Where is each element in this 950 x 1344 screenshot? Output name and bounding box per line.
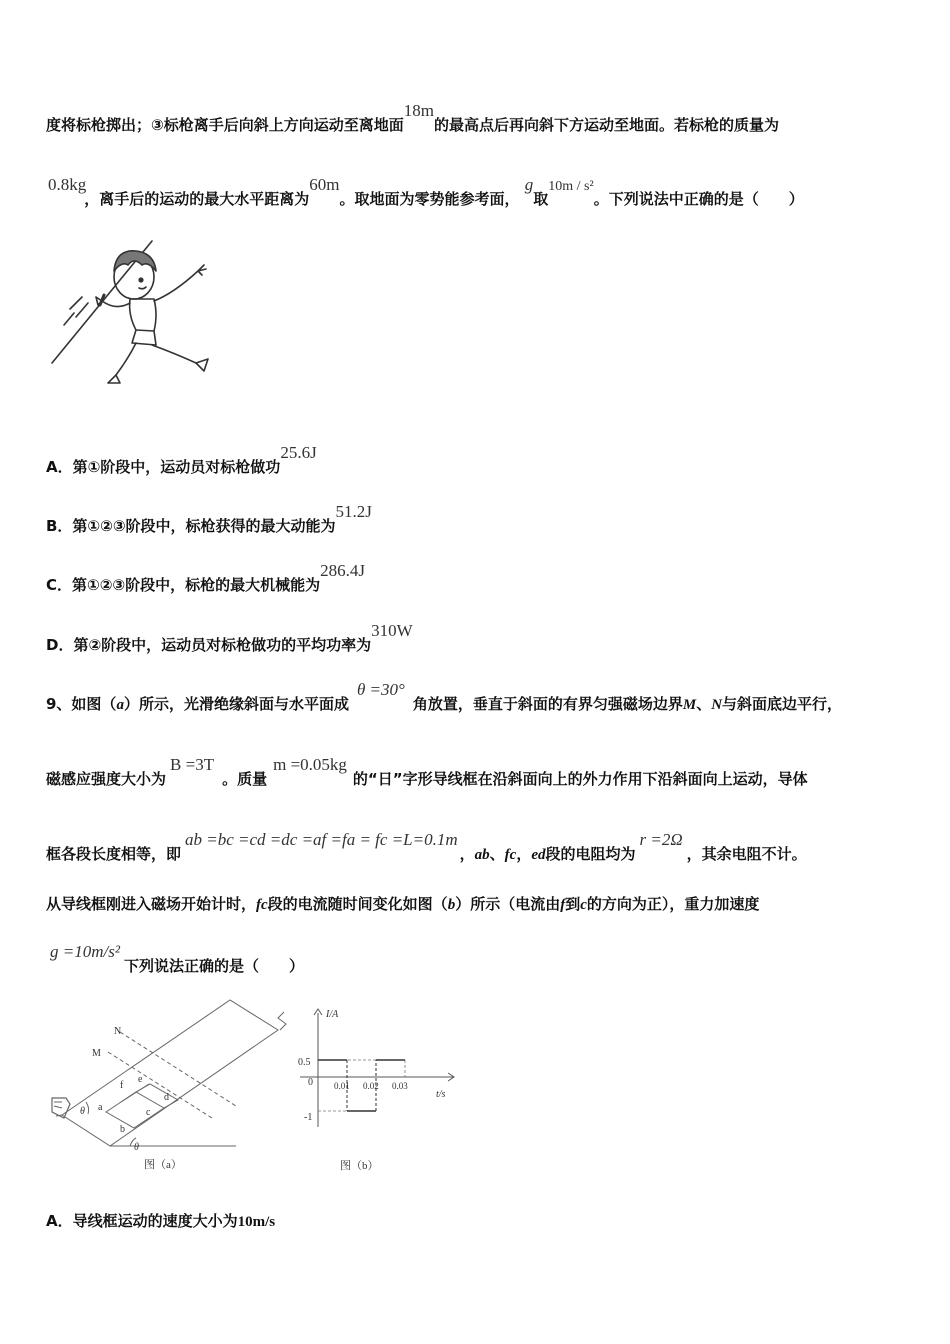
label-f: f: [120, 1080, 124, 1091]
math-g-value: 10m / s²: [548, 179, 594, 194]
figure-caption: 图（a）: [144, 1159, 182, 1171]
q8-text: ，离手后的运动的最大水平距离为: [84, 190, 310, 208]
q9-text: fc: [256, 897, 268, 913]
tick-label-0: 0: [308, 1077, 313, 1088]
math-mass: m =0.05kg: [273, 755, 347, 774]
option-value: 286.4J: [320, 561, 365, 580]
q9-line-1: [46, 680, 843, 714]
q8-option-d: [46, 621, 413, 655]
q9-text: ，: [516, 845, 532, 863]
q9-text: f: [560, 897, 566, 913]
option-value: 25.6J: [280, 443, 317, 462]
math-height: 18m: [403, 101, 434, 120]
q9-text: 的“日”字形导线框在沿斜面向上的外力作用下沿斜面向上运动，导体: [352, 770, 808, 788]
tick-label-05: 0.5: [298, 1057, 311, 1068]
q9-text: 段的电阻均为: [545, 845, 636, 863]
math-g: g: [524, 175, 534, 194]
option-value: 10m/s: [237, 1214, 276, 1230]
label-theta: θ: [80, 1106, 85, 1117]
math-lengths: ab =bc =cd =dc =af =fa = fc =L=0.1m: [185, 830, 458, 849]
q9-text: 下列说法正确的是（ ）: [123, 957, 304, 975]
label-n: N: [114, 1026, 122, 1037]
q8-text: 。取地面为零势能参考面，: [339, 190, 520, 208]
x-axis-label: t/s: [436, 1089, 446, 1100]
label-c: c: [146, 1107, 151, 1118]
tick-label-001: 0.01: [334, 1081, 350, 1091]
q9-text: a: [116, 697, 124, 713]
label-a: a: [98, 1102, 103, 1113]
math-mass: 0.8kg: [48, 175, 87, 194]
q9-text: 角放置，垂直于斜面的有界匀强磁场边界: [412, 695, 683, 713]
q8-line-2: [46, 175, 804, 209]
q9-option-a: [46, 1210, 275, 1231]
q9-text: 到: [565, 895, 581, 913]
q9-line-3: [46, 830, 807, 864]
q9-line-5: [46, 942, 304, 976]
figure-caption: 图（b）: [340, 1160, 379, 1172]
label-d: d: [164, 1092, 169, 1103]
label-theta: θ: [134, 1142, 139, 1153]
math-theta: θ =30°: [356, 680, 405, 699]
q9-text: c: [580, 897, 587, 913]
option-value: 51.2J: [335, 502, 372, 521]
q9-text: 与斜面底边平行，: [722, 695, 843, 713]
q9-text: 的方向为正），重力加速度: [586, 895, 760, 913]
q8-option-c: [46, 561, 365, 595]
figure-b-chart: [296, 1005, 466, 1175]
q8-line-1: [46, 101, 779, 135]
q9-text: ）所示，光滑绝缘斜面与水平面成: [123, 695, 349, 713]
q9-line-4: [46, 893, 759, 914]
q9-text: fc: [504, 847, 517, 863]
q9-text: 框各段长度相等，即: [46, 845, 182, 863]
q9-text: M: [682, 697, 697, 713]
tick-label-002: 0.02: [363, 1081, 379, 1091]
q9-text: 。质量: [222, 770, 268, 788]
q9-text: 、: [696, 695, 712, 713]
label-b: b: [120, 1124, 125, 1135]
q9-text: N: [711, 697, 723, 713]
q9-text: 、: [489, 845, 505, 863]
q8-text: 取: [533, 190, 549, 208]
figure-a-incline: [46, 990, 296, 1180]
option-text: D．第②阶段中，运动员对标枪做功的平均功率为: [46, 636, 372, 654]
q9-text: 9、如图（: [46, 695, 117, 713]
q9-text: 从导线框刚进入磁场开始计时，: [46, 895, 257, 913]
option-value: 310W: [371, 621, 413, 640]
y-axis-label: I/A: [326, 1009, 339, 1020]
q9-text: ab: [474, 847, 490, 863]
option-text: C．第①②③阶段中，标枪的最大机械能为: [46, 576, 321, 594]
q8-text: 度将标枪掷出；③标枪离手后向斜上方向运动至离地面: [46, 116, 404, 134]
q8-option-a: [46, 443, 317, 477]
q9-text: ）所示（电流由: [455, 895, 561, 913]
q8-text: 的最高点后再向斜下方运动至地面。若标枪的质量为: [433, 116, 779, 134]
q8-text: 。下列说法中正确的是（ ）: [593, 190, 804, 208]
q9-line-2: [46, 755, 808, 789]
tick-label-m1: -1: [304, 1112, 313, 1123]
math-g: g =10m/s²: [50, 942, 120, 961]
math-distance: 60m: [309, 175, 340, 194]
math-b: B =3T: [170, 755, 215, 774]
q9-text: b: [447, 897, 456, 913]
label-m: M: [92, 1048, 101, 1059]
q9-text: 段的电流随时间变化如图（: [267, 895, 448, 913]
tick-label-003: 0.03: [392, 1081, 408, 1091]
q9-text: ，: [459, 845, 475, 863]
q9-text: ed: [531, 847, 546, 863]
option-text: A．导线框运动的速度大小为: [46, 1212, 238, 1230]
javelin-thrower-figure: [44, 235, 214, 390]
option-text: A．第①阶段中，运动员对标枪做功: [46, 458, 281, 476]
q8-option-b: [46, 502, 372, 536]
q9-text: 磁感应强度大小为: [46, 770, 167, 788]
q9-text: ，其余电阻不计。: [686, 845, 807, 863]
math-r: r =2Ω: [639, 830, 683, 849]
label-e: e: [138, 1074, 143, 1085]
option-text: B．第①②③阶段中，标枪获得的最大动能为: [46, 517, 336, 535]
